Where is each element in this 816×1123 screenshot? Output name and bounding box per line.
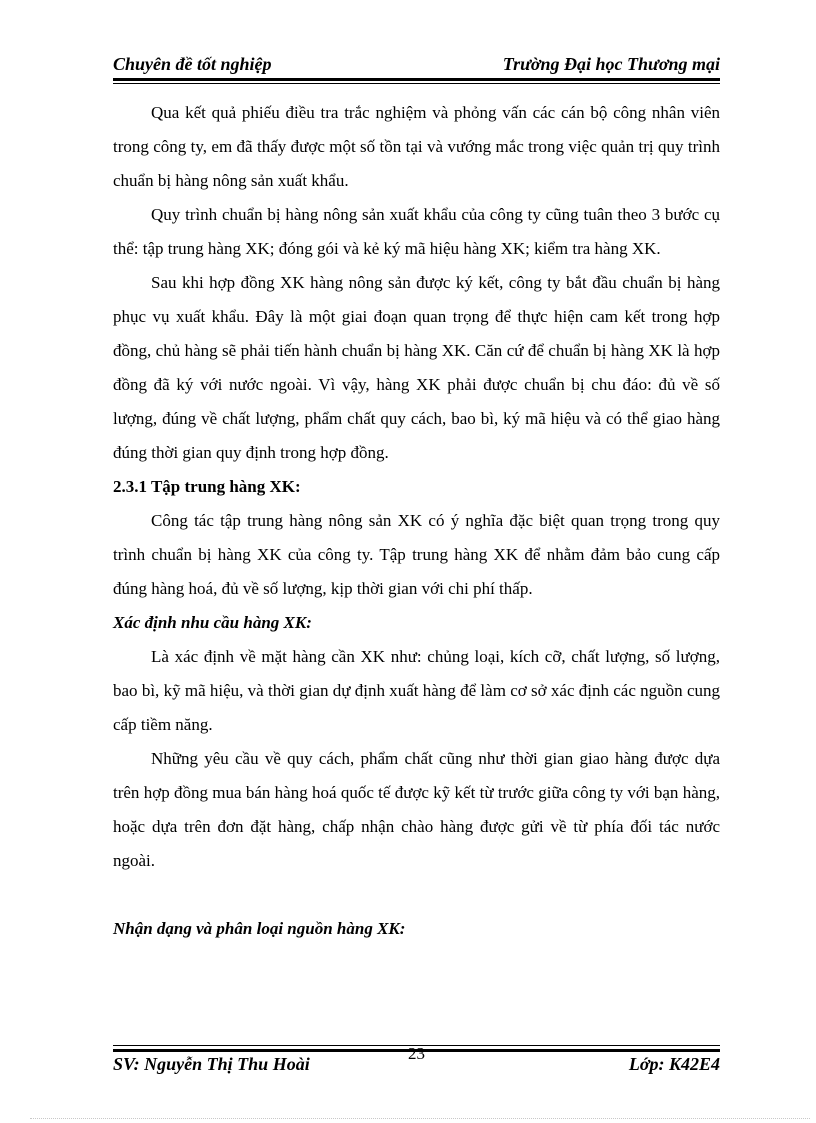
paragraph-2: Quy trình chuẩn bị hàng nông sản xuất khẩu của công ty cũng tuân theo 3 bước cụ thể: tập trung hàng XK; đóng gói và kẻ ký mã hiệu hàng XK; kiểm tra hàng XK.: [113, 205, 720, 258]
paragraph-5: Là xác định về mặt hàng cần XK như: chủng loại, kích cỡ, chất lượng, số lượng, bao bì, kỹ mã hiệu, và thời gian dự định xuất hàng để làm cơ sở xác định các nguồn cung cấp tiềm năng.: [113, 647, 720, 734]
blank-line: [113, 878, 720, 912]
paragraph-6: Những yêu cầu về quy cách, phẩm chất cũng như thời gian giao hàng được dựa trên hợp đồng mua bán hàng hoá quốc tế được kỹ kết từ trước giữa công ty với bạn hàng, hoặc dựa trên đơn đặt hàng, chấp nhận chào hàng được gửi về từ phía đối tác nước ngoài.: [113, 749, 720, 870]
paragraph-4: Công tác tập trung hàng nông sản XK có ý nghĩa đặc biệt quan trọng trong quy trình chuẩn bị hàng XK của công ty. Tập trung hàng XK để nhằm đảm bảo cung cấp đúng hàng hoá, đủ về số lượng, kịp thời gian với chi phí thấp.: [113, 511, 720, 598]
page-header: [113, 50, 720, 78]
footer-student-name: SV: Nguyễn Thị Thu Hoài: [113, 1054, 310, 1074]
header-right-text: Trường Đại học Thương mại: [502, 54, 720, 74]
header-rule-thick: [113, 78, 720, 81]
paragraph-3: Sau khi hợp đồng XK hàng nông sản được ký kết, công ty bắt đầu chuẩn bị hàng phục vụ xuất khẩu. Đây là một giai đoạn quan trọng để thực hiện cam kết trong hợp đồng, chủ hàng sẽ phải tiến hành chuẩn bị hàng XK. Căn cứ để chuẩn bị hàng XK là hợp đồng đã ký với nước ngoài. Vì vậy, hàng XK phải được chuẩn bị chu đáo: đủ về số lượng, đúng về chất lượng, phẩm chất quy cách, bao bì, ký mã hiệu và có thể giao hàng đúng thời gian quy định trong hợp đồng.: [113, 273, 720, 462]
page-boundary-dotted-line: [30, 1118, 810, 1119]
header-left-text: Chuyên đề tốt nghiệp: [113, 54, 272, 74]
paragraph-1: Qua kết quả phiếu điều tra trắc nghiệm và phỏng vấn các cán bộ công nhân viên trong công ty, em đã thấy được một số tồn tại và vướng mắc trong việc quản trị quy trình chuẩn bị hàng nông sản xuất khẩu.: [113, 103, 720, 190]
page-footer: [113, 1044, 720, 1078]
document-body: [113, 96, 720, 946]
section-heading-2-3-1: 2.3.1 Tập trung hàng XK:: [113, 477, 301, 496]
page-number: 23: [408, 1044, 425, 1063]
subheading-demand: Xác định nhu cầu hàng XK:: [113, 613, 312, 632]
header-rule-thin: [113, 83, 720, 84]
footer-class: Lớp: K42E4: [628, 1054, 720, 1074]
subheading-sources: Nhận dạng và phân loại nguồn hàng XK:: [113, 919, 406, 938]
